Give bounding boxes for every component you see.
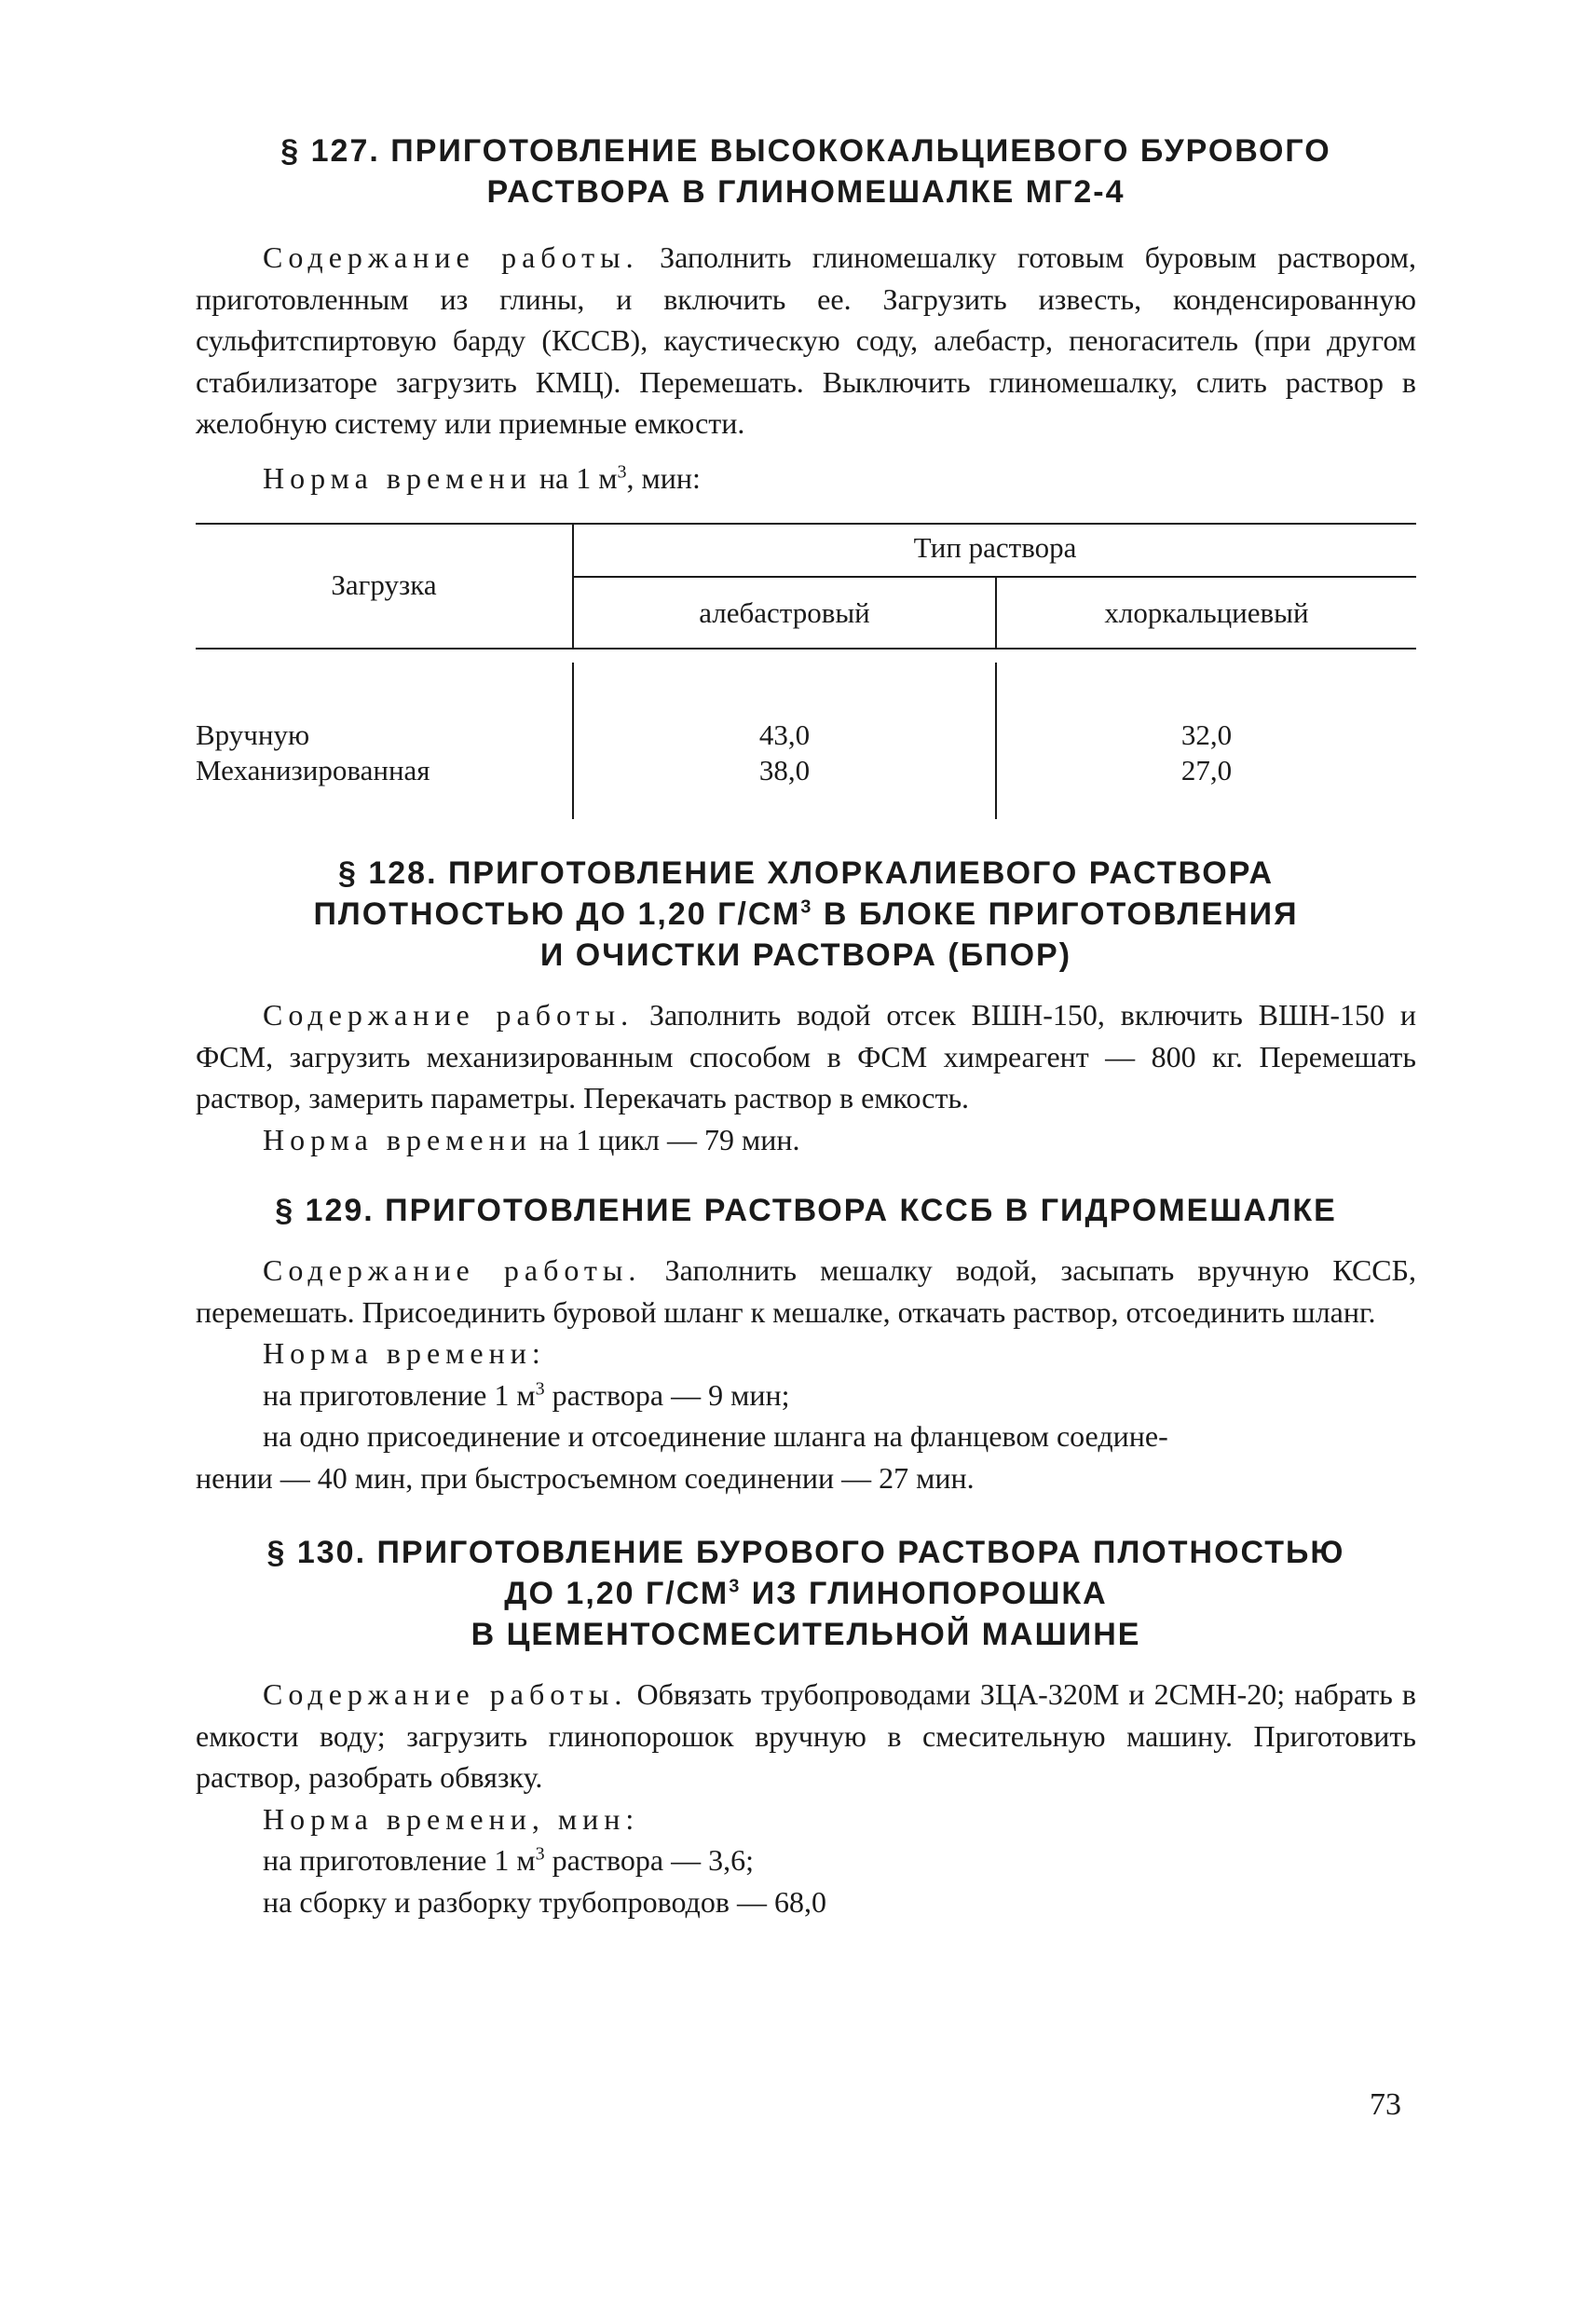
content-label: Содержание работы. <box>263 998 634 1032</box>
section-128-title-line1: § 128. ПРИГОТОВЛЕНИЕ ХЛОРКАЛИЕВОГО РАСТВОРА <box>337 855 1275 891</box>
norm-table <box>196 508 1416 825</box>
norm-line1a: на приготовление 1 м <box>263 1843 536 1877</box>
section-127-content <box>196 237 1416 444</box>
cell-manual-chlorcalc: 32,0 <box>1180 718 1233 751</box>
section-129-title <box>196 1190 1416 1231</box>
section-129-norm-line1 <box>196 1374 1416 1416</box>
norm-label: Норма времени <box>263 460 532 495</box>
section-129-norm-label <box>196 1333 1416 1374</box>
norm-label: Норма времени, мин: <box>263 1801 640 1836</box>
content-text: Обвязать трубопроводами ЗЦА-320М и 2СМН-20; набрать в емкости воду; загрузить глинопорошок вручную в смесительную машину. Приготовить раствор, разобрать обвязку. <box>196 1677 1417 1794</box>
norm-text: на 1 м <box>539 460 618 495</box>
title-line2a: ДО 1,20 Г/СМ <box>504 1576 730 1611</box>
header-chlorcalc: хлоркальциевый <box>1104 596 1309 629</box>
title-line2sup: 3 <box>729 1576 742 1597</box>
section-130-title <box>196 1532 1416 1655</box>
document-page <box>196 130 1416 1922</box>
section-128-content <box>196 994 1416 1119</box>
cell-manual-alebaster: 43,0 <box>758 718 811 751</box>
header-load: Загрузка <box>331 568 437 601</box>
table-top-rule <box>196 523 1416 525</box>
table-header-rule <box>196 648 1416 650</box>
section-130-title-line2 <box>196 1573 1416 1614</box>
norm-unit: , мин: <box>626 460 701 495</box>
content-label: Содержание работы. <box>263 1253 642 1287</box>
section-130-title-line3: В ЦЕМЕНТОСМЕСИТЕЛЬНОЙ МАШИНЕ <box>471 1617 1141 1652</box>
section-129-norm-line2: на одно присоединение и отсоединение шланга на фланцевом соедине- <box>263 1419 1168 1453</box>
header-alebaster: алебастровый <box>699 596 870 629</box>
section-129-title-line: § 129. ПРИГОТОВЛЕНИЕ РАСТВОРА КССБ В ГИДРОМЕШАЛКЕ <box>275 1193 1337 1228</box>
norm-sup: 3 <box>617 460 627 482</box>
section-130-content <box>196 1674 1416 1798</box>
content-label: Содержание работы. <box>263 240 639 274</box>
section-130-norm-line2: на сборку и разборку трубопроводов — 68,0 <box>263 1884 826 1919</box>
cell-mech-alebaster: 38,0 <box>758 754 811 786</box>
row-label-manual: Вручную <box>196 718 310 751</box>
content-text: Заполнить водой отсек ВШН-150, включить ВШН-150 и ФСМ, загрузить механизированным способом в ФСМ химреагент — 800 кг. Перемешать раствор, замерить параметры. Перекачать раствор в емкость. <box>196 998 1417 1114</box>
section-127-norm <box>196 458 1416 499</box>
header-type: Тип раствора <box>913 531 1077 564</box>
row-label-mechanized: Механизированная <box>196 754 430 786</box>
norm-label: Норма времени <box>263 1122 532 1156</box>
section-130-title-line1: § 130. ПРИГОТОВЛЕНИЕ БУРОВОГО РАСТВОРА ПЛОТНОСТЬЮ <box>266 1535 1345 1570</box>
title-line2sup: 3 <box>800 896 813 918</box>
section-130-norm-label <box>196 1798 1416 1840</box>
norm-label: Норма времени: <box>263 1336 546 1370</box>
section-130-norm-line1 <box>196 1839 1416 1881</box>
section-128-title <box>196 853 1416 976</box>
section-129-content <box>196 1250 1416 1333</box>
section-128-title-line3: И ОЧИСТКИ РАСТВОРА (БПОР) <box>539 937 1072 973</box>
page-number: 73 <box>1370 2087 1401 2122</box>
norm-line1a: на приготовление 1 м <box>263 1377 536 1412</box>
table-mid-rule <box>572 576 1416 578</box>
cell-mech-chlorcalc: 27,0 <box>1180 754 1233 786</box>
section-127-title <box>196 130 1416 212</box>
title-line2b: ИЗ ГЛИНОПОРОШКА <box>741 1576 1108 1611</box>
section-128-title-line2 <box>196 894 1416 935</box>
norm-line1b: раствора — 9 мин; <box>544 1377 790 1412</box>
content-text: Заполнить глиномешалку готовым буровым раствором, приготовленным из глины, и включить ее. Загрузить известь, конденсированную сульфитспиртовую барду (КССВ), каустическую соду, алебастр, пеногаситель (при другом стабилизаторе загрузить КМЦ). Перемешать. Выключить глиномешалку, слить раствор в желобную систему или приемные емкости. <box>196 240 1417 440</box>
norm-text: на 1 цикл — 79 мин. <box>539 1122 800 1156</box>
norm-line1sup: 3 <box>535 1843 545 1865</box>
norm-line1b: раствора — 3,6; <box>544 1843 754 1877</box>
title-line2b: В БЛОКЕ ПРИГОТОВЛЕНИЯ <box>812 896 1299 932</box>
content-label: Содержание работы. <box>263 1677 628 1711</box>
section-129-norm-line3: нении — 40 мин, при быстросъемном соединении — 27 мин. <box>196 1460 975 1495</box>
norm-line1sup: 3 <box>535 1377 545 1399</box>
section-127-title-line2: РАСТВОРА В ГЛИНОМЕШАЛКЕ МГ2-4 <box>486 174 1125 210</box>
content-text: Заполнить мешалку водой, засыпать вручную КССБ, перемешать. Присоединить буровой шланг к мешалке, откачать раствор, отсоединить шланг. <box>196 1253 1417 1329</box>
section-128-norm <box>196 1119 1416 1161</box>
section-127-title-line1: § 127. ПРИГОТОВЛЕНИЕ ВЫСОКОКАЛЬЦИЕВОГО БУРОВОГО <box>280 133 1331 169</box>
title-line2a: ПЛОТНОСТЬЮ ДО 1,20 Г/СМ <box>313 896 801 932</box>
